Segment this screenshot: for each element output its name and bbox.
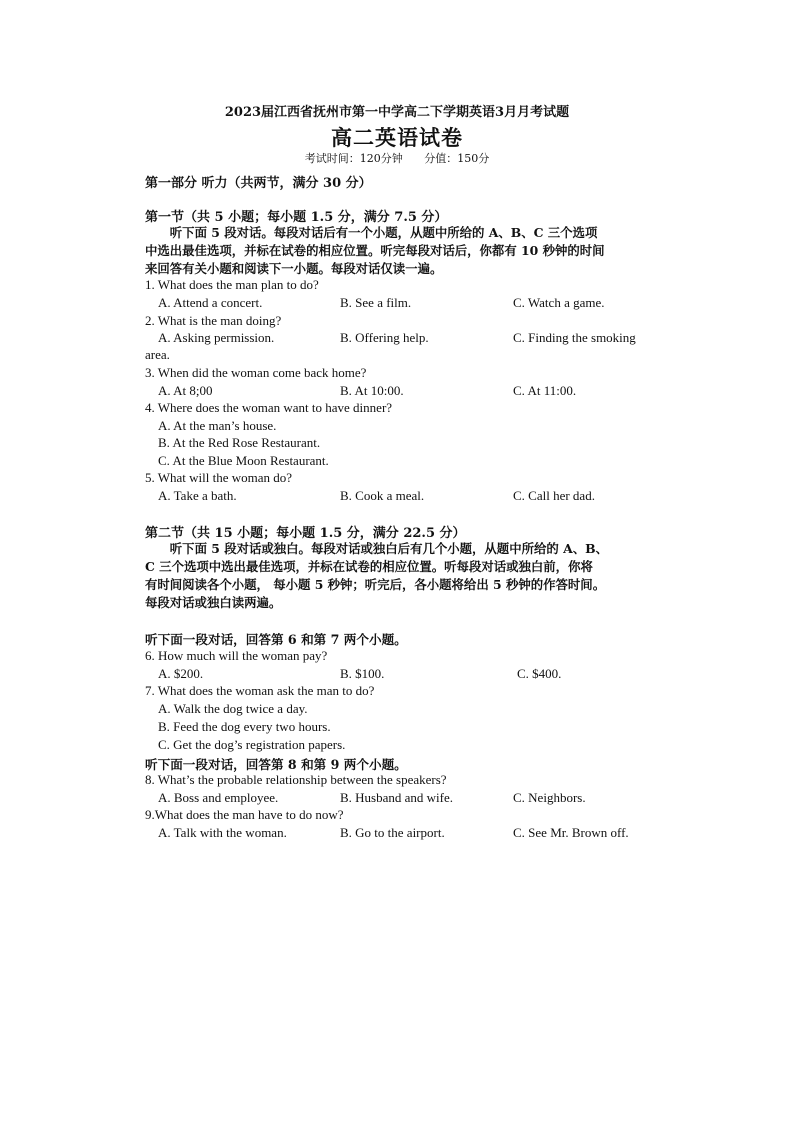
question-2-option-c: C. Finding the smoking [513,330,636,345]
question-7-option-b: B. Feed the dog every two hours. [158,719,331,734]
question-1-stem: 1. What does the man plan to do? [145,277,319,292]
section-one-title: 第一节（共 5 小题；每小题 1.5 分，满分 7.5 分） [145,210,448,225]
question-1-option-b: B. See a film. [340,295,412,310]
question-2-option-a: A. Asking permission. [158,330,275,345]
section-two-title: 第二节（共 15 小题；每小题 1.5 分，满分 22.5 分） [145,526,466,541]
question-8-stem: 8. What’s the probable relationship between the speakers? [145,772,447,787]
section-two-instructions [145,540,657,612]
question-2-stem: 2. What is the man doing? [145,313,282,328]
question-7-option-a: A. Walk the dog twice a day. [158,701,308,716]
exam-source-title: 2023届江西省抚州市第一中学高二下学期英语3月月考试题 [224,105,570,120]
instruction-line: 每段对话或独白读两遍。 [145,595,282,610]
exam-time: 考试时间：120分钟 [304,152,403,165]
group-two-heading: 听下面一段对话，回答第 8 和第 9 两个小题。 [145,757,407,772]
question-5-option-a: A. Take a bath. [158,488,237,503]
question-1-option-a: A. Attend a concert. [158,295,263,310]
question-4-stem: 4. Where does the woman want to have dinner? [145,400,393,415]
question-6-option-c: C. $400. [517,666,562,681]
instruction-line: 来回答有关小题和阅读下一小题。每段对话仅读一遍。 [145,261,443,276]
question-9-option-c: C. See Mr. Brown off. [513,825,629,840]
instruction-line: 有时间阅读各个小题， 每小题 5 秒钟；听完后，各小题将给出 5 秒钟的作答时间。 [145,577,606,592]
question-9-option-b: B. Go to the airport. [340,825,445,840]
question-8-option-b: B. Husband and wife. [340,790,454,805]
question-5-stem: 5. What will the woman do? [145,470,293,485]
question-6-option-b: B. $100. [340,666,385,681]
question-7-stem: 7. What does the woman ask the man to do? [145,683,375,698]
instruction-line: 听下面 5 段对话。每段对话后有一个小题，从题中所给的 A、B、C 三个选项 [169,225,598,240]
question-3-stem: 3. When did the woman come back home? [145,365,367,380]
question-4-option-b: B. At the Red Rose Restaurant. [158,435,321,450]
question-9-stem: 9.What does the man have to do now? [145,807,344,822]
part-one-title: 第一部分 听力（共两节，满分 30 分） [145,176,372,191]
question-8-option-a: A. Boss and employee. [158,790,279,805]
question-2-option-c-continued: area. [145,347,170,362]
question-3-option-c: C. At 11:00. [513,383,577,398]
instruction-line: C 三个选项中选出最佳选项，并标在试卷的相应位置。听每段对话或独白前，你将 [145,559,593,574]
question-5-option-c: C. Call her dad. [513,488,595,503]
question-3-option-a: A. At 8;00 [158,383,213,398]
instruction-line: 中选出最佳选项，并标在试卷的相应位置。听完每段对话后，你都有 10 秒钟的时间 [145,243,605,258]
instruction-line: 听下面 5 段对话或独白。每段对话或独白后有几个小题，从题中所给的 A、B、 [169,541,608,556]
question-6-stem: 6. How much will the woman pay? [145,648,328,663]
exam-score: 分值：150分 [424,152,490,165]
section-one-instructions [145,224,657,278]
question-5-option-b: B. Cook a meal. [340,488,425,503]
question-2-option-b: B. Offering help. [340,330,429,345]
page-title: 高二英语试卷 [331,125,463,150]
question-1-option-c: C. Watch a game. [513,295,605,310]
question-4-option-a: A. At the man’s house. [158,418,277,433]
question-6-option-a: A. $200. [158,666,204,681]
group-one-heading: 听下面一段对话，回答第 6 和第 7 两个小题。 [145,632,407,647]
question-3-option-b: B. At 10:00. [340,383,404,398]
question-4-option-c: C. At the Blue Moon Restaurant. [158,453,329,468]
exam-info [0,150,794,166]
question-7-option-c: C. Get the dog’s registration papers. [158,737,346,752]
question-9-option-a: A. Talk with the woman. [158,825,287,840]
question-8-option-c: C. Neighbors. [513,790,586,805]
